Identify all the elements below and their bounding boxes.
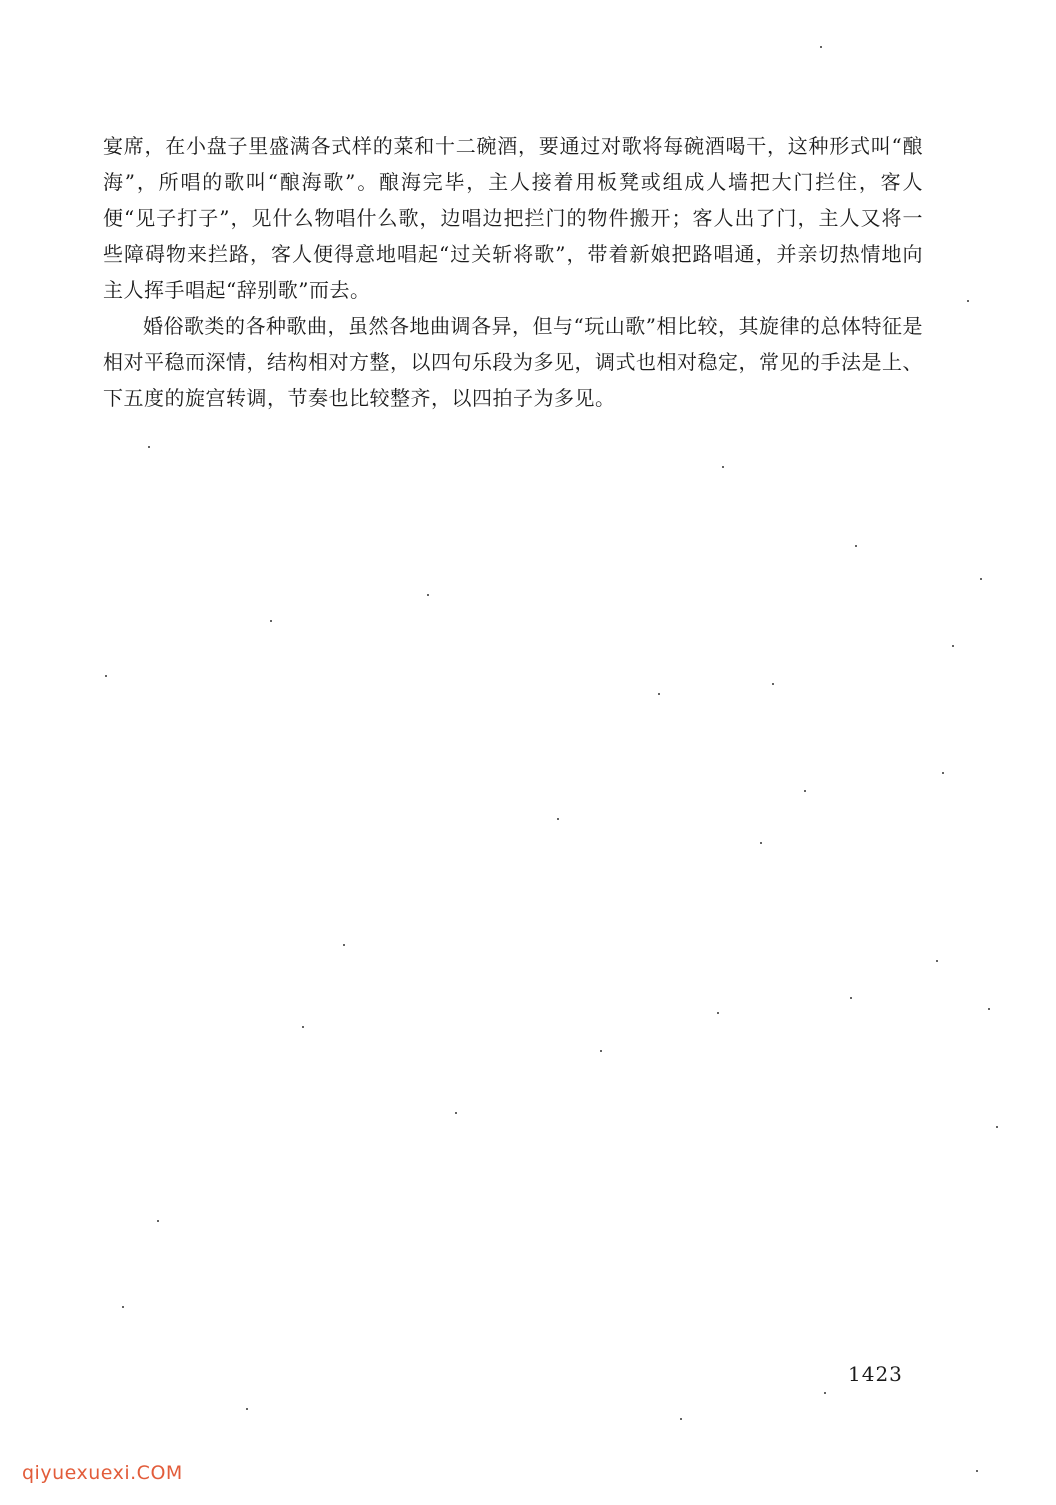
scan-speck bbox=[122, 1306, 124, 1308]
scan-speck bbox=[658, 693, 660, 695]
scan-speck bbox=[717, 1012, 719, 1014]
scan-speck bbox=[557, 818, 559, 820]
scan-speck bbox=[455, 1112, 457, 1114]
scan-speck bbox=[804, 790, 806, 792]
scan-speck bbox=[302, 1026, 304, 1028]
scan-speck bbox=[936, 960, 938, 962]
paragraph-continued: 宴席，在小盘子里盛满各式样的菜和十二碗酒，要通过对歌将每碗酒喝干，这种形式叫“酿海”，所唱的歌叫“酿海歌”。酿海完毕，主人接着用板凳或组成人墙把大门拦住，客人便“见子打子”，见什么物唱什么歌，边唱边把拦门的物件搬开；客人出了门，主人又将一些障碍物来拦路，客人便得意地唱起“过关斩将歌”，带着新娘把路唱通，并亲切热情地向主人挥手唱起“辞别歌”而去。 bbox=[103, 134, 923, 302]
scan-speck bbox=[824, 1392, 826, 1394]
scan-speck bbox=[967, 300, 969, 302]
scan-speck bbox=[270, 620, 272, 622]
scan-speck bbox=[157, 1220, 159, 1222]
page-number: 1423 bbox=[848, 1362, 903, 1386]
scan-speck bbox=[996, 1126, 998, 1128]
scan-speck bbox=[772, 683, 774, 685]
body-text bbox=[103, 128, 923, 416]
scan-speck bbox=[980, 578, 982, 580]
scan-speck bbox=[148, 446, 150, 448]
scan-speck bbox=[988, 1008, 990, 1010]
scan-speck bbox=[952, 645, 954, 647]
scan-speck bbox=[760, 842, 762, 844]
scan-speck bbox=[105, 675, 107, 677]
scan-speck bbox=[600, 1050, 602, 1052]
scan-speck bbox=[850, 997, 852, 999]
scan-speck bbox=[246, 1408, 248, 1410]
scan-speck bbox=[976, 1470, 978, 1472]
scan-speck bbox=[680, 1418, 682, 1420]
scan-speck bbox=[942, 772, 944, 774]
scan-speck bbox=[820, 46, 822, 48]
scan-speck bbox=[343, 944, 345, 946]
scan-speck bbox=[855, 545, 857, 547]
scan-speck bbox=[722, 466, 724, 468]
site-watermark: qiyuexuexi.COM bbox=[22, 1462, 183, 1484]
paragraph-wedding-songs: 婚俗歌类的各种歌曲，虽然各地曲调各异，但与“玩山歌”相比较，其旋律的总体特征是相对平稳而深情，结构相对方整，以四句乐段为多见，调式也相对稳定，常见的手法是上、下五度的旋宫转调，节奏也比较整齐，以四拍子为多见。 bbox=[103, 314, 923, 410]
scan-speck bbox=[427, 594, 429, 596]
